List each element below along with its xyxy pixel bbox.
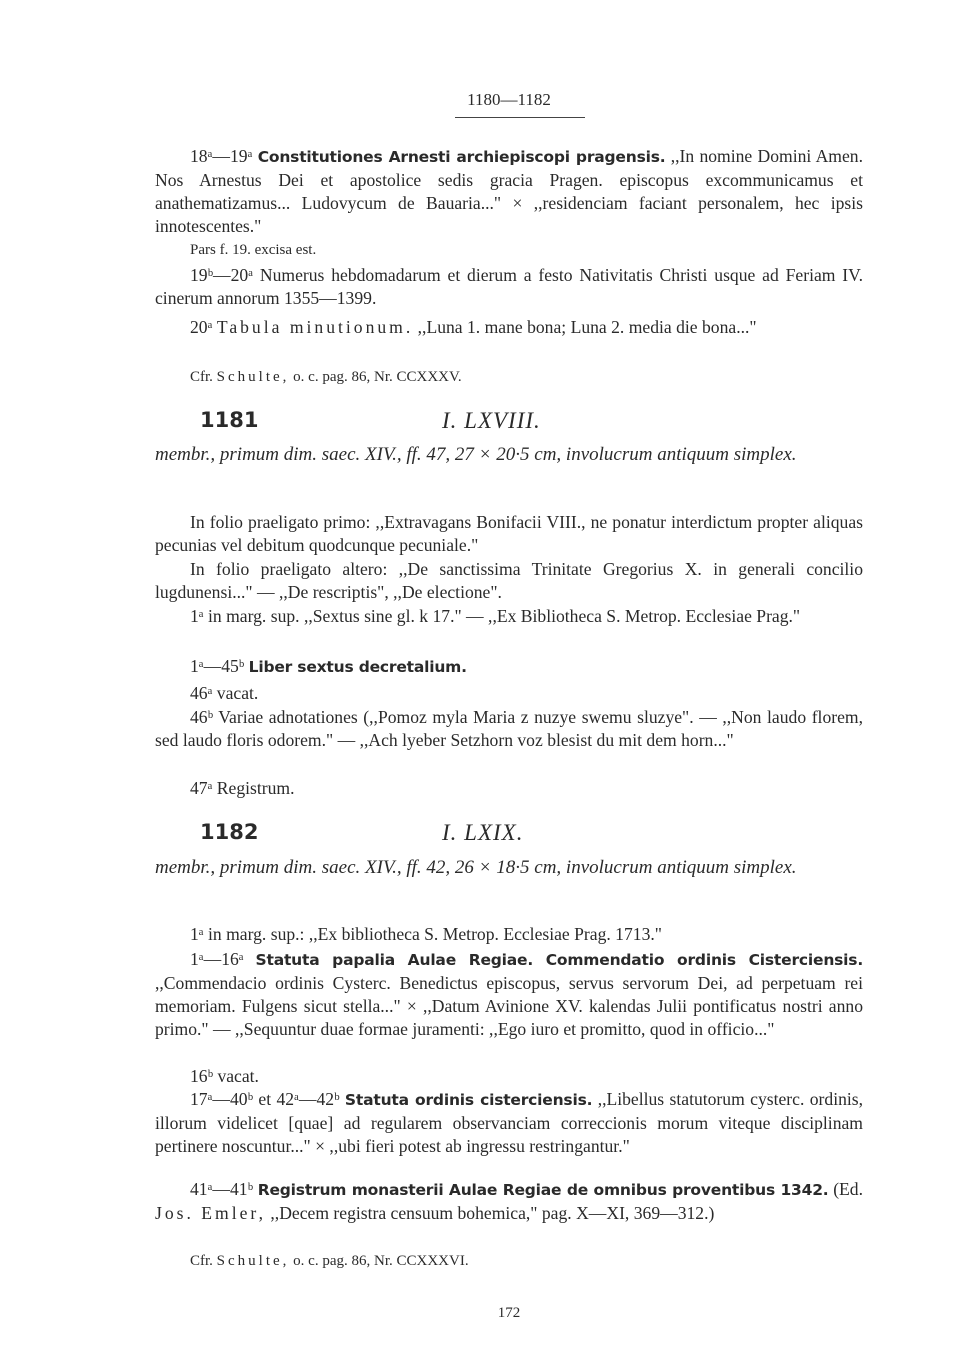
entry-1182-para-4 [155,1088,863,1158]
section-title: Statuta papalia Aulae Regiae. Commendatio ordinis Cisterciensis. [255,951,864,969]
entry-1180-para-1 [155,145,863,238]
shelfmark-1181: I. LXVIII. [442,408,541,433]
entry-1180-reference [155,366,863,389]
running-header: 1180—1182 [467,90,551,109]
folio-range: 17ᵃ—40ᵇ et 42ᵃ—42ᵇ [190,1089,340,1109]
entry-1182-para-1: 1ᵃ in marg. sup.: ,,Ex bibliotheca S. Metrop. Ecclesiae Prag. 1713." [190,924,662,944]
entry-1181-description: membr., primum dim. saec. XIV., ff. 47, 27 × 20·5 cm, involucrum antiquum simplex. [155,444,797,465]
entry-number-1181: 1181 [200,408,259,432]
folio-range: 1ᵃ—16ᵃ [190,949,244,969]
entry-1180-note: Pars f. 19. excisa est. [190,242,317,258]
section-title: Liber sextus decretalium. [248,658,467,676]
paragraph-text: ,,Luna 1. mane bona; Luna 2. media die bona..." [417,317,757,337]
entry-1181-para-2: In folio praeligato altero: ,,De sanctissima Trinitate Gregorius X. in generali concilio lugdunensi..." — ,,De rescriptis", ,,De electione". [155,559,863,602]
entry-1182-para-5 [155,1178,863,1225]
entry-1180-para-2 [155,264,863,310]
entry-1181-para-4 [155,655,863,679]
page-number: 172 [497,1305,521,1321]
ref-author: Schulte, [216,369,290,385]
entry-1181-para-7: 47ᵃ Registrum. [190,778,295,798]
section-title: Statuta ordinis cisterciensis. [344,1091,593,1109]
entry-1181-para-1: In folio praeligato primo: ,,Extravagans Bonifacii VIII., ne ponatur interdictum propter aliquas pecunias vel debitum quodcunque pecuniale." [155,512,863,555]
section-title: Registrum monasterii Aulae Regiae de omnibus proventibus 1342. [257,1181,829,1199]
ref-prefix: Cfr. [190,369,213,385]
entry-1181-para-3: 1ᵃ in marg. sup. ,,Sextus sine gl. k 17." — ,,Ex Bibliotheca S. Metrop. Ecclesiae Prag." [190,606,801,626]
entry-1180-para-3 [155,316,863,339]
entry-1182-description: membr., primum dim. saec. XIV., ff. 42, 26 × 18·5 cm, involucrum antiquum simplex. [155,857,797,878]
entry-1182-reference [155,1250,863,1273]
paragraph-text: ,,Libellus statutorum cysterc. ordinis, illorum videlicet [quae] ad regularem observanciam correccionis morum viteque disciplinam pertinere noscuntur..." × ,,ubi fieri potest ab ingressu restringantur." [155,1089,864,1156]
spaced-title: Tabula minutionum. [216,317,414,337]
folio-range: 1ᵃ—45ᵇ [190,656,245,676]
header-rule [455,117,585,118]
ref-text: o. c. pag. 86, Nr. CCXXXVI. [293,1253,469,1269]
section-title: Constitutiones Arnesti archiepiscopi pragensis. [257,148,666,166]
ref-prefix: Cfr. [190,1253,213,1269]
folio-range: 41ᵃ—41ᵇ [190,1179,254,1199]
folio-range: 18ᵃ—19ᵃ [190,146,253,166]
entry-1182-para-2 [155,948,863,1041]
folio-range: 19ᵇ—20ᵃ [190,265,254,285]
folio-range: 20ᵃ [190,317,213,337]
entry-1181-para-5: 46ᵃ vacat. [190,683,259,703]
entry-number-1182: 1182 [200,820,259,844]
paragraph-text: ,,Commendacio ordinis Cysterc. Benedictus episcopus, servus servorum Dei, ad perpetuam rei memoriam. Fulgens sicut stella..." × ,,Datum Avinione XV. kalendas Julii pontificatus nostri anno primo." — ,,Sequuntur duae formae juramenti: ,,Ego iuro et promitto, quod in officio..." [155,973,863,1039]
paragraph-text: Numerus hebdomadarum et dierum a festo Nativitatis Christi usque ad Feriam IV. cinerum annorum 1355—1399. [155,265,863,308]
edition-prefix: (Ed. [833,1179,863,1199]
editor-name: Jos. Emler, [155,1203,266,1223]
ref-text: o. c. pag. 86, Nr. CCXXXV. [293,369,462,385]
entry-1181-para-6: 46ᵇ Variae adnotationes (,,Pomoz myla Maria z nuzye swemu sluzye". — ,,Non laudo florem, sed laudo floris odorem." — ,,Ach lyeber Setzhorn voz blesist du mit dem horn..." [155,707,863,750]
paragraph-text: ,,Decem registra censuum bohemica," pag. X—XI, 369—312.) [270,1203,715,1223]
shelfmark-1182: I. LXIX. [442,820,524,845]
entry-1182-para-3: 16ᵇ vacat. [190,1066,259,1086]
incipit-text: ,,In nomine Domini Amen. Nos Arnestus Dei et apostolice sedis gracia Pragen. episcopus excommunicamus et anathematizamus... Ludovycum de Bauaria..." × ,,residenciam faciant personalem, hec ipsis innotescentes." [155,146,863,236]
ref-author: Schulte, [216,1253,290,1269]
